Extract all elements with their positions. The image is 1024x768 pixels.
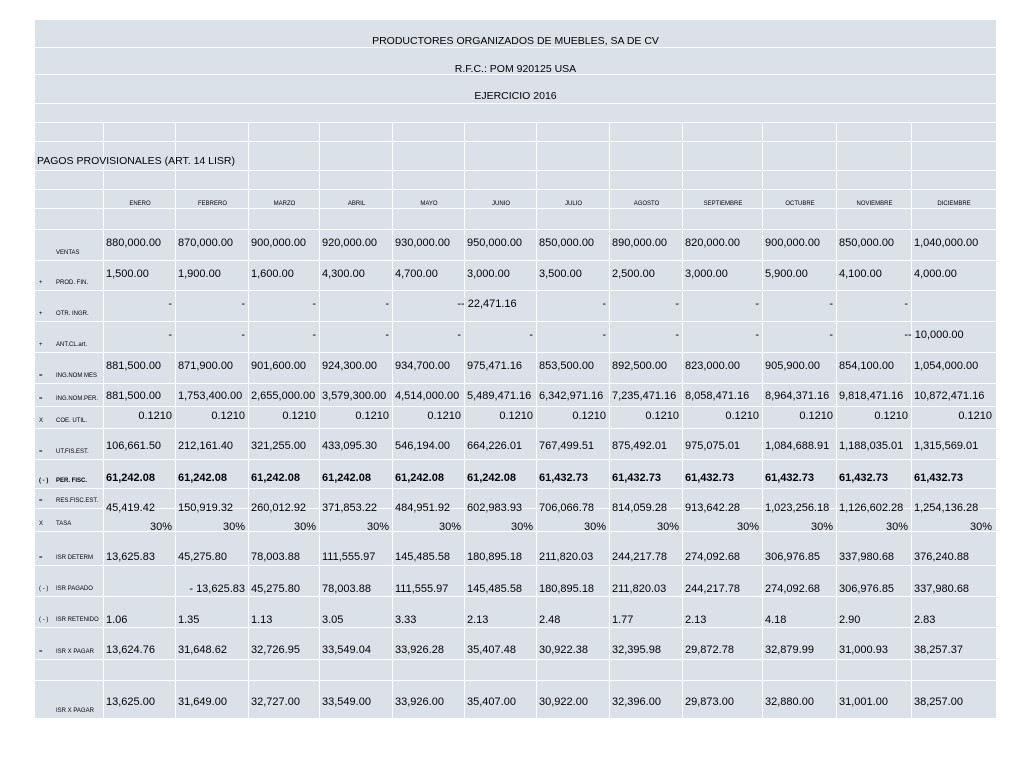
month-header: DICIEMBRE — [937, 201, 971, 207]
table-cell[interactable]: - — [241, 329, 245, 341]
table-cell[interactable]: 0.1210 — [499, 410, 533, 422]
table-cell[interactable]: 901,600.00 — [251, 360, 307, 372]
table-cell[interactable]: 975,471.16 — [467, 360, 523, 372]
table-cell[interactable]: 61,242.08 — [178, 472, 227, 484]
table-cell[interactable]: 30% — [656, 521, 679, 533]
table-row — [35, 628, 996, 660]
month-header: AGOSTO — [633, 201, 660, 207]
table-cell[interactable]: 892,500.00 — [612, 360, 668, 372]
row-label: ISR PAGADO — [56, 586, 93, 592]
table-cell[interactable]: 1,900.00 — [178, 268, 221, 280]
table-cell[interactable]: 45,419.42 — [106, 502, 155, 514]
table-cell[interactable]: 913,642.28 — [685, 502, 741, 514]
table-cell[interactable]: 3.05 — [322, 614, 344, 626]
table-cell[interactable]: 0.1210 — [572, 410, 606, 422]
table-cell[interactable]: 13,625.83 — [106, 551, 155, 563]
row-label: VENTAS — [56, 250, 80, 256]
table-cell[interactable]: 337,980.68 — [914, 583, 970, 595]
company-title: PRODUCTORES ORGANIZADOS DE MUEBLES, SA DE CV — [35, 20, 996, 48]
operator-label: + — [39, 280, 43, 286]
table-cell[interactable]: 31,000.93 — [839, 644, 888, 656]
table-cell[interactable]: 61,432.73 — [539, 472, 588, 484]
row-label: TASA — [56, 521, 72, 527]
table-cell[interactable]: 30% — [736, 521, 759, 533]
table-row — [35, 384, 996, 407]
table-cell[interactable]: 870,000.00 — [178, 237, 234, 249]
table-cell[interactable]: 111,555.97 — [322, 551, 376, 563]
table-cell[interactable]: 32,726.95 — [251, 644, 300, 656]
table-cell[interactable]: 111,555.97 — [395, 583, 449, 595]
table-cell[interactable]: 2.90 — [839, 614, 861, 626]
table-cell[interactable]: 30% — [810, 521, 833, 533]
operator-label: = — [39, 649, 43, 655]
table-cell[interactable]: 0.1210 — [427, 410, 461, 422]
table-cell[interactable]: 4,000.00 — [914, 268, 957, 280]
table-cell[interactable]: 38,257.37 — [914, 644, 963, 656]
table-cell[interactable]: - — [457, 329, 461, 341]
table-cell[interactable]: 78,003.88 — [251, 551, 300, 563]
spacer-row — [35, 209, 996, 230]
table-row — [35, 353, 996, 384]
table-cell[interactable]: 10,872,471.16 — [914, 390, 985, 402]
table-cell[interactable]: 29,873.00 — [685, 696, 734, 708]
row-label: PROD. FIN. — [56, 280, 89, 286]
table-cell[interactable]: - — [675, 298, 679, 310]
table-cell[interactable]: 880,000.00 — [106, 237, 162, 249]
table-cell[interactable]: - — [755, 298, 759, 310]
table-cell[interactable]: 376,240.88 — [914, 551, 970, 563]
table-cell[interactable]: 30% — [885, 521, 908, 533]
table-cell[interactable]: 0.1210 — [958, 410, 992, 422]
table-row — [35, 407, 996, 429]
row-label: ING.NOM MES — [56, 373, 98, 379]
table-cell[interactable]: 4,100.00 — [839, 268, 882, 280]
month-header: ENERO — [129, 201, 151, 207]
table-cell[interactable]: 145,485.58 — [395, 551, 451, 563]
operator-label: X — [39, 418, 44, 424]
table-cell[interactable]: 0.1210 — [211, 410, 245, 422]
table-cell[interactable]: 881,500.00 — [106, 360, 162, 372]
table-cell[interactable]: 1,600.00 — [251, 268, 294, 280]
table-cell[interactable]: 2.48 — [539, 614, 561, 626]
table-cell[interactable]: 30% — [969, 521, 992, 533]
table-cell[interactable]: 546,194.00 — [395, 440, 451, 452]
month-header: MAYO — [420, 201, 438, 207]
table-cell[interactable]: 4,514,000.00 — [395, 390, 460, 402]
table-cell[interactable]: - — [457, 298, 461, 310]
table-cell[interactable]: 4,700.00 — [395, 268, 438, 280]
table-cell[interactable]: 0.1210 — [138, 410, 172, 422]
operator-label: = — [39, 396, 43, 402]
month-header: OCTUBRE — [785, 201, 815, 207]
table-cell[interactable]: 61,432.73 — [612, 472, 661, 484]
table-cell[interactable]: 180,895.18 — [539, 583, 595, 595]
table-row — [35, 429, 996, 460]
table-cell[interactable]: 274,092.68 — [685, 551, 741, 563]
table-cell[interactable]: 371,853.22 — [322, 502, 378, 514]
table-cell[interactable]: - — [312, 329, 316, 341]
table-cell[interactable]: 3,000.00 — [685, 268, 728, 280]
table-cell[interactable]: 1,315,569.01 — [914, 440, 979, 452]
table-cell[interactable]: - — [602, 329, 606, 341]
table-cell[interactable]: 32,395.98 — [612, 644, 661, 656]
table-cell[interactable]: 1.77 — [612, 614, 634, 626]
table-cell[interactable]: 2.13 — [685, 614, 707, 626]
table-cell[interactable]: 1.35 — [178, 614, 200, 626]
table-cell[interactable]: 9,818,471.16 — [839, 390, 904, 402]
table-cell[interactable]: 33,926.00 — [395, 696, 444, 708]
table-cell[interactable]: 6,342,971.16 — [539, 390, 604, 402]
table-cell[interactable]: 13,624.76 — [106, 644, 155, 656]
table-cell[interactable]: 150,919.32 — [178, 502, 234, 514]
table-cell[interactable]: 1,753,400.00 — [178, 390, 243, 402]
table-cell[interactable]: - — [602, 298, 606, 310]
table-cell[interactable]: 814,059.28 — [612, 502, 668, 514]
table-cell[interactable]: 31,001.00 — [839, 696, 888, 708]
table-cell[interactable]: - — [168, 329, 172, 341]
table-cell[interactable]: 31,648.62 — [178, 644, 227, 656]
table-cell[interactable]: 850,000.00 — [839, 237, 895, 249]
table-cell[interactable]: - — [241, 298, 245, 310]
table-cell[interactable]: 930,000.00 — [395, 237, 451, 249]
table-cell[interactable]: 35,407.00 — [467, 696, 516, 708]
table-cell[interactable]: 33,926.28 — [395, 644, 444, 656]
table-row — [35, 509, 996, 532]
table-cell[interactable]: 5,900.00 — [765, 268, 808, 280]
table-cell[interactable]: 30% — [366, 521, 389, 533]
table-cell[interactable]: 823,000.00 — [685, 360, 741, 372]
table-cell[interactable]: 2.83 — [914, 614, 936, 626]
table-cell[interactable]: 61,432.73 — [685, 472, 734, 484]
table-cell[interactable]: 244,217.78 — [685, 583, 741, 595]
table-cell[interactable]: 61,242.08 — [251, 472, 300, 484]
row-label: RES.FISC.EST. — [56, 498, 99, 504]
section-title: PAGOS PROVISIONALES (ART. 14 LISR) — [37, 155, 236, 167]
table-cell[interactable]: 337,980.68 — [839, 551, 895, 563]
table-row — [35, 681, 996, 719]
month-header: NOVIEMBRE — [856, 201, 893, 207]
table-cell[interactable]: - — [385, 298, 389, 310]
month-header: JUNIO — [492, 201, 510, 207]
month-header: JULIO — [564, 201, 582, 207]
table-cell[interactable]: - — [829, 329, 833, 341]
month-header: ABRIL — [347, 201, 366, 207]
table-cell[interactable]: 975,075.01 — [685, 440, 741, 452]
table-cell[interactable]: 30% — [149, 521, 172, 533]
table-cell[interactable]: 8,058,471.16 — [685, 390, 750, 402]
operator-label: = — [39, 555, 43, 561]
table-cell[interactable]: 30% — [293, 521, 316, 533]
table-cell[interactable]: 30% — [583, 521, 606, 533]
table-cell[interactable]: 106,661.50 — [106, 440, 162, 452]
operator-label: X — [39, 521, 44, 527]
table-cell[interactable]: 38,257.00 — [914, 696, 963, 708]
table-cell[interactable]: 875,492.01 — [612, 440, 668, 452]
table-cell[interactable]: - — [904, 298, 908, 310]
table-cell[interactable]: 900,000.00 — [765, 237, 821, 249]
table-cell[interactable]: 1,040,000.00 — [914, 237, 979, 249]
table-row — [35, 261, 996, 291]
table-cell[interactable]: 244,217.78 — [612, 551, 668, 563]
table-cell[interactable]: 0.1210 — [355, 410, 389, 422]
row-label: ISR X PAGAR — [56, 649, 94, 655]
table-cell[interactable]: 433,095.30 — [322, 440, 378, 452]
table-cell[interactable]: 1,023,256.18 — [765, 502, 830, 514]
spreadsheet — [35, 20, 996, 718]
table-cell[interactable]: 850,000.00 — [539, 237, 595, 249]
table-row — [35, 322, 996, 353]
table-cell[interactable]: 212,161.40 — [178, 440, 234, 452]
table-row — [35, 597, 996, 628]
table-cell[interactable]: 1.13 — [251, 614, 273, 626]
row-label: UT.FIS.EST. — [56, 449, 89, 455]
table-cell[interactable]: 1,054,000.00 — [914, 360, 979, 372]
table-cell[interactable]: - 13,625.83 — [189, 583, 245, 595]
table-row — [35, 230, 996, 261]
table-cell[interactable]: 211,820.03 — [539, 551, 594, 563]
table-row — [35, 566, 996, 597]
table-cell[interactable]: 45,275.80 — [178, 551, 227, 563]
table-cell[interactable]: 306,976.85 — [839, 583, 895, 595]
table-cell[interactable]: 32,879.99 — [765, 644, 814, 656]
table-cell[interactable]: - — [529, 329, 533, 341]
table-row — [35, 489, 996, 514]
operator-label: + — [39, 311, 43, 317]
table-cell[interactable]: 35,407.48 — [467, 644, 516, 656]
table-cell[interactable]: 0.1210 — [799, 410, 833, 422]
table-cell[interactable]: 29,872.78 — [685, 644, 734, 656]
month-header: FEBRERO — [197, 201, 227, 207]
table-cell[interactable]: 1.06 — [106, 614, 128, 626]
row-label: ISR RETENIDO — [56, 617, 99, 623]
operator-label: = — [39, 449, 43, 455]
operator-label: ( - ) — [39, 617, 49, 623]
table-cell[interactable]: - 22,471.16 — [461, 298, 517, 310]
table-cell[interactable]: 61,242.08 — [395, 472, 444, 484]
table-cell[interactable]: 1,188,035.01 — [839, 440, 904, 452]
table-cell[interactable]: 706,066.78 — [539, 502, 595, 514]
table-cell[interactable]: 1,126,602.28 — [839, 502, 904, 514]
table-cell[interactable]: 0.1210 — [874, 410, 908, 422]
table-cell[interactable]: 45,275.80 — [251, 583, 300, 595]
table-cell[interactable]: 7,235,471.16 — [612, 390, 677, 402]
table-cell[interactable]: - — [312, 298, 316, 310]
table-cell[interactable]: 3,500.00 — [539, 268, 582, 280]
table-cell[interactable]: - — [385, 329, 389, 341]
table-cell[interactable]: 306,976.85 — [765, 551, 821, 563]
table-cell[interactable]: 30% — [510, 521, 533, 533]
table-cell[interactable]: 853,500.00 — [539, 360, 595, 372]
table-cell[interactable]: 0.1210 — [725, 410, 759, 422]
table-cell[interactable]: 0.1210 — [645, 410, 679, 422]
table-cell[interactable]: 2,655,000.00 — [251, 390, 316, 402]
table-cell[interactable]: 145,485.58 — [467, 583, 523, 595]
table-cell[interactable]: 3.33 — [395, 614, 417, 626]
row-label: ANT.CL.art. — [56, 342, 88, 348]
table-cell[interactable]: 0.1210 — [282, 410, 316, 422]
operator-label: = — [39, 373, 43, 379]
table-cell[interactable]: - — [904, 329, 908, 341]
rfc-line: R.F.C.: POM 920125 USA — [35, 48, 996, 75]
table-cell[interactable]: 274,092.68 — [765, 583, 821, 595]
spacer-row — [35, 660, 996, 681]
exercise-line: EJERCICIO 2016 — [35, 75, 996, 104]
table-cell[interactable]: 32,880.00 — [765, 696, 814, 708]
spacer-row — [35, 171, 996, 190]
operator-label: = — [39, 498, 43, 504]
table-cell[interactable]: 30% — [438, 521, 461, 533]
table-cell[interactable]: 32,727.00 — [251, 696, 300, 708]
table-cell[interactable]: 881,500.00 — [106, 390, 162, 402]
table-cell[interactable]: 61,432.73 — [839, 472, 888, 484]
table-cell[interactable]: 950,000.00 — [467, 237, 523, 249]
table-cell[interactable]: 61,432.73 — [914, 472, 963, 484]
table-cell[interactable]: 3,000.00 — [467, 268, 510, 280]
table-row — [35, 460, 996, 489]
row-label: PER. FISC. — [56, 478, 88, 484]
table-cell[interactable]: 890,000.00 — [612, 237, 668, 249]
table-cell[interactable]: 61,242.08 — [322, 472, 371, 484]
table-cell[interactable]: 820,000.00 — [685, 237, 741, 249]
table-cell[interactable]: 33,549.04 — [322, 644, 371, 656]
table-cell[interactable]: 602,983.93 — [467, 502, 523, 514]
table-cell[interactable]: 2.13 — [467, 614, 489, 626]
spacer-row — [35, 104, 996, 123]
table-cell[interactable]: 484,951.92 — [395, 502, 451, 514]
table-cell[interactable]: - 10,000.00 — [908, 329, 964, 341]
table-cell[interactable]: 2,500.00 — [612, 268, 655, 280]
table-cell[interactable]: 900,000.00 — [251, 237, 307, 249]
table-cell[interactable]: 13,625.00 — [106, 696, 155, 708]
table-cell[interactable]: - — [675, 329, 679, 341]
table-cell[interactable]: 8,964,371.16 — [765, 390, 830, 402]
table-cell[interactable]: 61,242.08 — [106, 472, 155, 484]
table-cell[interactable]: 920,000.00 — [322, 237, 378, 249]
table-cell[interactable]: 905,900.00 — [765, 360, 821, 372]
table-cell[interactable]: 180,895.18 — [467, 551, 523, 563]
row-label: ING.NOM.PER. — [56, 396, 99, 402]
table-cell[interactable]: 854,100.00 — [839, 360, 895, 372]
table-cell[interactable]: 61,432.73 — [765, 472, 814, 484]
table-cell[interactable]: 664,226.01 — [467, 440, 523, 452]
table-row — [35, 291, 996, 322]
row-label: ISR X PAGAR — [56, 708, 94, 714]
table-cell[interactable]: 30% — [222, 521, 245, 533]
spacer-row — [35, 123, 996, 142]
table-cell[interactable]: 260,012.92 — [251, 502, 307, 514]
table-cell[interactable]: 1,500.00 — [106, 268, 149, 280]
table-cell[interactable]: 4,300.00 — [322, 268, 365, 280]
table-cell[interactable]: 211,820.03 — [612, 583, 667, 595]
table-cell[interactable]: 321,255.00 — [251, 440, 307, 452]
table-cell[interactable]: 5,489,471.16 — [467, 390, 532, 402]
operator-label: ( - ) — [39, 586, 49, 592]
operator-label: ( - ) — [39, 478, 49, 484]
table-cell[interactable]: 1,254,136.28 — [914, 502, 979, 514]
table-cell[interactable]: 31,649.00 — [178, 696, 227, 708]
table-cell[interactable]: 32,396.00 — [612, 696, 661, 708]
table-cell[interactable]: - — [829, 298, 833, 310]
table-cell[interactable]: 1,084,688.91 — [765, 440, 830, 452]
table-cell[interactable]: 4.18 — [765, 614, 787, 626]
table-cell[interactable]: 924,300.00 — [322, 360, 378, 372]
row-label: COE. UTIL. — [56, 418, 88, 424]
month-header: MARZO — [273, 201, 296, 207]
row-label: ISR DETERM — [56, 555, 94, 561]
table-cell[interactable]: 30,922.38 — [539, 644, 588, 656]
table-cell[interactable]: - — [755, 329, 759, 341]
table-cell[interactable]: 767,499.51 — [539, 440, 595, 452]
table-cell[interactable]: 934,700.00 — [395, 360, 451, 372]
table-cell[interactable]: - — [168, 298, 172, 310]
table-cell[interactable]: 33,549.00 — [322, 696, 371, 708]
table-row — [35, 532, 996, 566]
operator-label: + — [39, 342, 43, 348]
row-label: OTR. INGR. — [56, 311, 89, 317]
table-cell[interactable]: 3,579,300.00 — [322, 390, 387, 402]
table-cell[interactable]: 871,900.00 — [178, 360, 234, 372]
table-cell[interactable]: 30,922.00 — [539, 696, 588, 708]
table-cell[interactable]: 61,242.08 — [467, 472, 516, 484]
table-cell[interactable]: 78,003.88 — [322, 583, 371, 595]
month-header: SEPTIEMBRE — [703, 201, 743, 207]
